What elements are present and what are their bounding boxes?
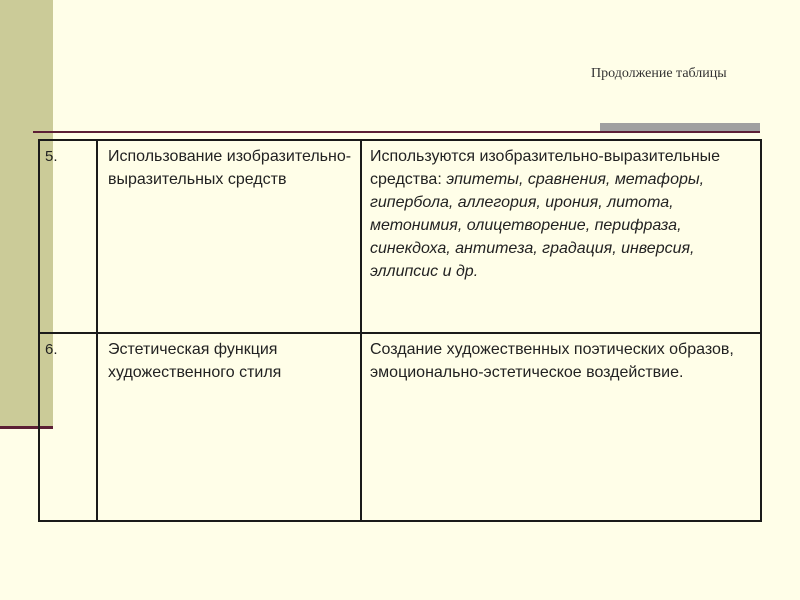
decorative-gray-block	[600, 123, 760, 131]
content-table	[38, 139, 762, 522]
description-text: Используются изобразительно-выразительные средства:	[370, 148, 721, 188]
row-number: 5.	[39, 140, 97, 333]
decorative-top-rule	[33, 131, 760, 133]
table-continuation-caption: Продолжение таблицы	[591, 66, 727, 81]
row-number: 6.	[39, 333, 97, 521]
row-description	[361, 140, 761, 333]
table-row	[39, 140, 761, 333]
table-row	[39, 333, 761, 521]
description-text: Создание художественных поэтических образов, эмоционально-эстетическое воздействие.	[370, 341, 734, 381]
description-italic-text: эпитеты, сравнения, метафоры, гипербола, аллегория, ирония, литота, метонимия, олицетворение, перифраза, синекдоха, антитеза, градация, инверсия, эллипсис и др.	[370, 171, 705, 280]
row-description	[361, 333, 761, 521]
row-topic: Использование изобразительно-выразительных средств	[97, 140, 361, 333]
row-topic: Эстетическая функция художественного стиля	[97, 333, 361, 521]
